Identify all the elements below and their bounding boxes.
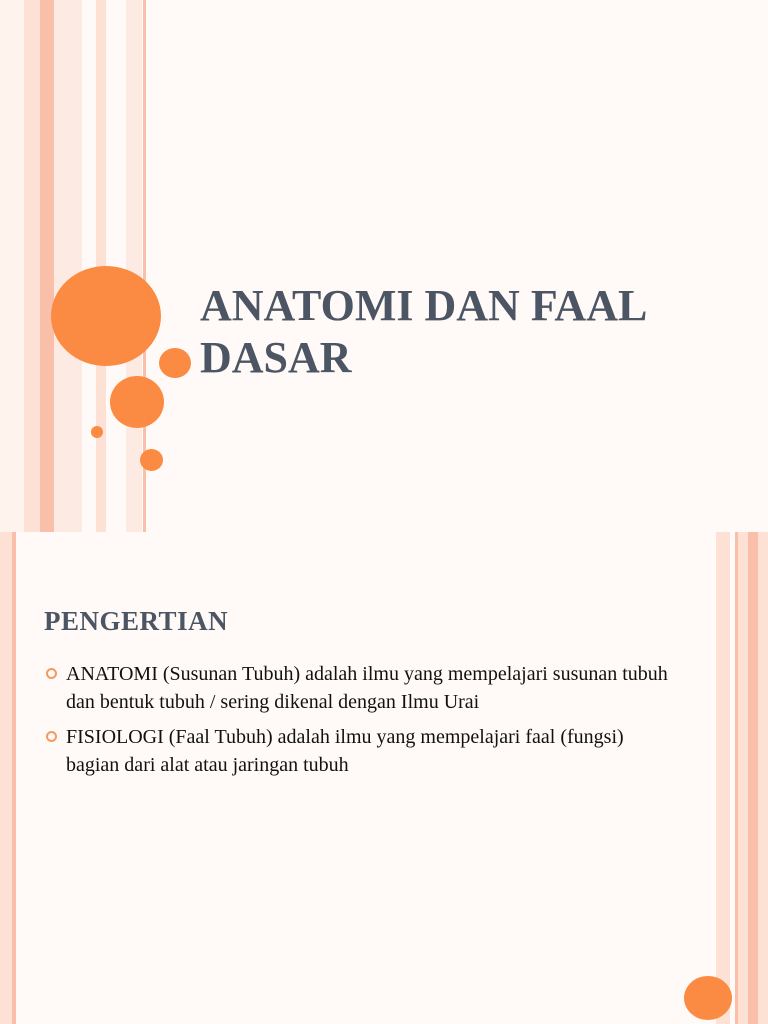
decorative-stripe bbox=[0, 0, 24, 532]
decorative-circle bbox=[140, 449, 163, 471]
bullet-list bbox=[44, 660, 674, 786]
decorative-circle bbox=[51, 266, 161, 366]
hollow-circle-icon bbox=[46, 731, 57, 742]
decorative-stripe bbox=[758, 532, 768, 1024]
decorative-stripe bbox=[40, 0, 54, 532]
decorative-circle bbox=[159, 348, 191, 378]
slide-heading: PENGERTIAN bbox=[44, 606, 229, 636]
decorative-circle bbox=[684, 976, 732, 1020]
hollow-circle-icon bbox=[46, 668, 57, 679]
decorative-stripe bbox=[54, 0, 82, 532]
decorative-stripe bbox=[126, 0, 142, 532]
decorative-stripe bbox=[24, 0, 40, 532]
decorative-circle bbox=[91, 426, 103, 438]
list-item bbox=[44, 660, 674, 716]
slide-title: ANATOMI DAN FAAL DASAR bbox=[200, 281, 645, 382]
decorative-stripe bbox=[748, 532, 758, 1024]
decorative-stripe bbox=[0, 532, 12, 1024]
bullet-text: FISIOLOGI (Faal Tubuh) adalah ilmu yang mempelajari faal (fungsi) bagian dari alat atau jaringan tubuh bbox=[66, 726, 624, 776]
bullet-text: ANATOMI (Susunan Tubuh) adalah ilmu yang mempelajari susunan tubuh dan bentuk tubuh / sering dikenal dengan Ilmu Urai bbox=[66, 663, 668, 713]
decorative-circle bbox=[110, 376, 164, 428]
decorative-stripe bbox=[738, 532, 748, 1024]
decorative-stripe bbox=[716, 532, 730, 1024]
decorative-stripe bbox=[12, 532, 16, 1024]
list-item bbox=[44, 723, 674, 779]
content-slide bbox=[0, 532, 768, 1024]
